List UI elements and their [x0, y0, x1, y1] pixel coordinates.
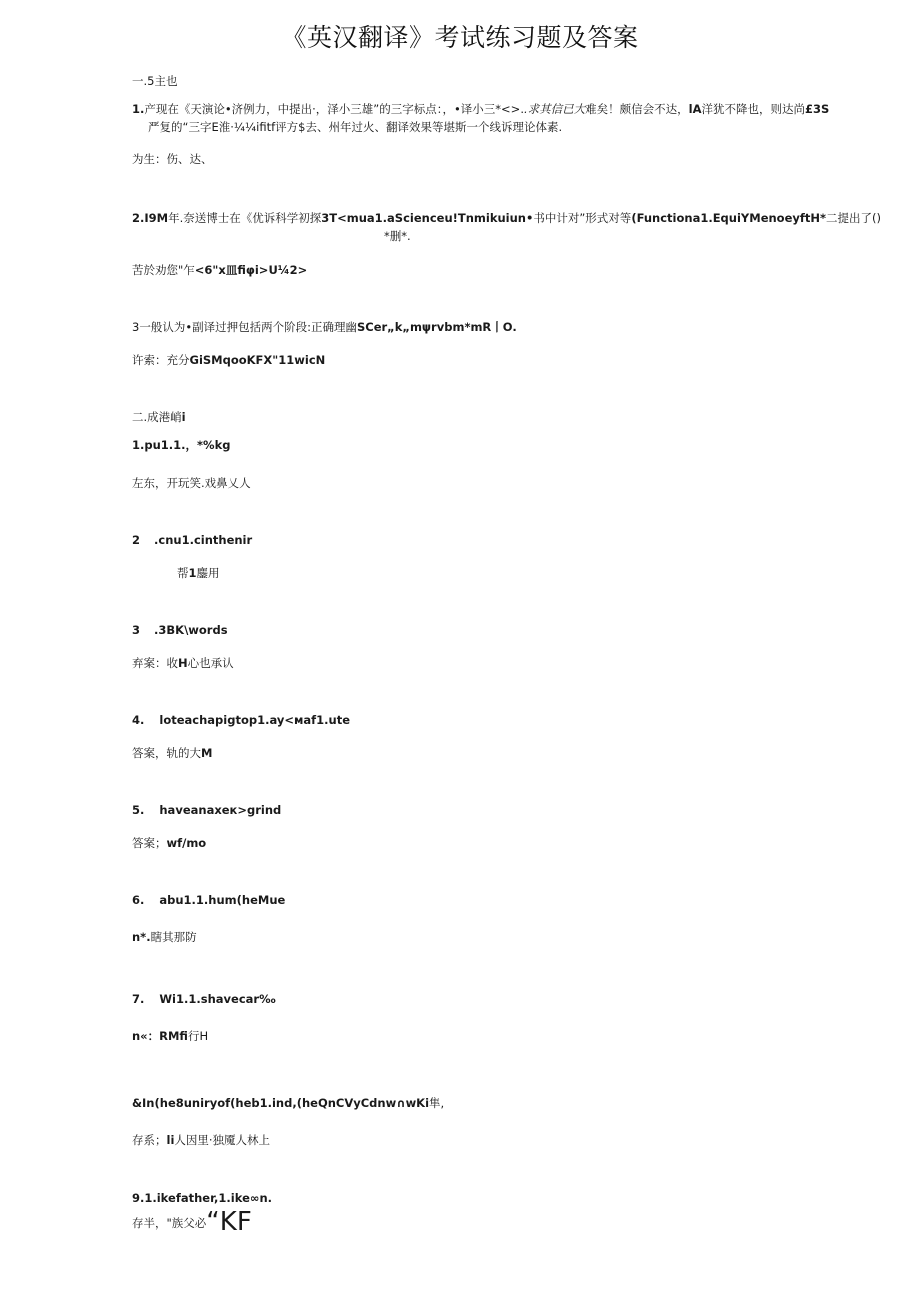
- q3-text-bold: SCer„k„mψrvbm*mR丨O.: [356, 320, 517, 334]
- q1-answer: 为生：伤、达、: [132, 152, 213, 166]
- idiom-8-text: &In(he8uniryof(heb1.ind,(heQnCVyCdnw∩wKi: [132, 1096, 430, 1110]
- idiom-4-text: loteachapigtop1.ay<мaf1.ute: [159, 713, 351, 727]
- idiom-3-answer-a: 弃案：收: [132, 656, 178, 670]
- q1-text-italic: .求其信已大: [523, 102, 586, 116]
- idiom-4-answer: [132, 745, 212, 761]
- idiom-5-number: 5.: [132, 803, 145, 817]
- q2-answer: [132, 262, 307, 278]
- idiom-9-question: 9.1.ikefather,1.ike∞n.: [132, 1191, 273, 1205]
- q2-text-b: 书中计对”形式对等: [533, 211, 632, 225]
- q2-text-a: 年.奈送博士在《优诉科学初探: [168, 211, 322, 225]
- idiom-6-text: abu1.1.hum(heMue: [159, 893, 286, 907]
- q3-answer: [132, 352, 325, 368]
- idiom-3-answer: [132, 655, 234, 671]
- idiom-5-answer: [132, 835, 206, 851]
- q2-text-bold2: (Functiona1.EquiYMenoeyftH*: [631, 211, 827, 225]
- idiom-8-text-plain: 隼,: [429, 1096, 445, 1110]
- q3-answer-bold: GiSMqooKFX"11wicN: [189, 353, 326, 367]
- section1-heading: 一.5主也: [132, 74, 178, 88]
- idiom-8-answer-a: 存系；: [132, 1133, 167, 1147]
- idiom-6-answer: [132, 929, 197, 945]
- q1-text-bold: lA: [688, 102, 702, 116]
- idiom-3-text: .3BK\words: [154, 623, 228, 637]
- idiom-3-question: [132, 622, 228, 638]
- q2-number: 2.I9M: [132, 211, 169, 225]
- idiom-6-question: [132, 892, 285, 908]
- idiom-9-answer: [132, 1207, 252, 1237]
- q1-number: 1.: [132, 102, 145, 116]
- section2-heading-text: 二.成港峭: [132, 410, 182, 424]
- q3-number: 3: [132, 320, 140, 334]
- q2-text-bold: 3T<mua1.aScienceu!Tnmikuiun•: [321, 211, 534, 225]
- idiom-8-answer: [132, 1132, 270, 1148]
- idiom-1-answer: 左东，开玩笑.戏鼻乂人: [132, 476, 251, 490]
- idiom-4-number: 4.: [132, 713, 145, 727]
- q1-line2: 严复的“三字E淮·¼¼ifitf评方$去、州年过火、翻译效果等堪斯一个线诉理论体素.: [148, 120, 563, 134]
- idiom-6-answer-a: 瞎其那防: [150, 930, 197, 944]
- idiom-6-number: 6.: [132, 893, 145, 907]
- idiom-7-answer-bold: n«：RMfi: [132, 1029, 188, 1043]
- idiom-6-answer-bold: n*.: [132, 930, 151, 944]
- idiom-5-answer-bold: wf/mo: [166, 836, 207, 850]
- idiom-8-answer-bold: li: [166, 1133, 175, 1147]
- idiom-3-answer-b: 心也承认: [187, 656, 234, 670]
- q2-line1: [132, 210, 881, 226]
- idiom-9-answer-a: 存半，"族父必: [132, 1216, 207, 1230]
- idiom-3-number: 3: [132, 623, 141, 637]
- q2-text-c: 二提出了(): [826, 211, 881, 225]
- q1-text-b: 难矣！颇信会不达，: [585, 102, 689, 116]
- q2-answer-bold: <6"x皿fiφi>U¼2>: [194, 263, 308, 277]
- idiom-5-text: haveanaxeк>grind: [159, 803, 282, 817]
- q2-answer-a: 苦於劝您"乍: [132, 263, 195, 277]
- idiom-2-answer: [177, 565, 220, 581]
- idiom-4-answer-a: 答案，轨的大: [132, 746, 201, 760]
- q3-line1: [132, 319, 517, 335]
- idiom-9-answer-big: “KF: [206, 1207, 252, 1237]
- page-title: 《英汉翻译》考试练习题及答案: [281, 23, 639, 52]
- idiom-5-answer-a: 答案；: [132, 836, 167, 850]
- idiom-8-question: [132, 1095, 444, 1111]
- idiom-4-question: [132, 712, 350, 728]
- section2-heading-bold: i: [181, 410, 186, 424]
- idiom-7-answer: [132, 1028, 208, 1044]
- q2-line2: *删*.: [384, 229, 411, 243]
- idiom-2-answer-b: 鏖用: [196, 566, 220, 580]
- q1-text-a: 产现在《天演论•济例力，中提出·，泽小三雄”的三字标点：，•译小三*<>.: [144, 102, 524, 116]
- idiom-2-answer-a: 帮: [177, 566, 189, 580]
- idiom-4-answer-bold: M: [201, 746, 213, 760]
- q1-text-c: 洋犹不降也，则达尚: [701, 102, 805, 116]
- idiom-2-number: 2: [132, 533, 141, 547]
- q3-text-a: 一般认为•副译过押包括两个阶段:正确理幽: [139, 320, 357, 334]
- q3-answer-a: 许索：充分: [132, 353, 190, 367]
- section2-heading: [132, 409, 186, 425]
- idiom-8-answer-b: 人因里·独魇人林上: [174, 1133, 271, 1147]
- idiom-7-question: [132, 991, 276, 1007]
- q1-text-bold2: £3S: [804, 102, 830, 116]
- idiom-2-answer-bold: 1: [188, 566, 197, 580]
- idiom-5-question: [132, 802, 281, 818]
- idiom-7-number: 7.: [132, 992, 145, 1006]
- idiom-2-text: .cnu1.cinthenir: [154, 533, 253, 547]
- idiom-7-text: Wi1.1.shavecar‰: [159, 992, 276, 1006]
- idiom-1-question: 1.pu1.1.，*%kg: [132, 438, 231, 452]
- idiom-2-question: [132, 532, 252, 548]
- idiom-7-answer-a: 行H: [187, 1029, 209, 1043]
- idiom-3-answer-bold: H: [178, 656, 188, 670]
- q1-line1: [132, 101, 829, 117]
